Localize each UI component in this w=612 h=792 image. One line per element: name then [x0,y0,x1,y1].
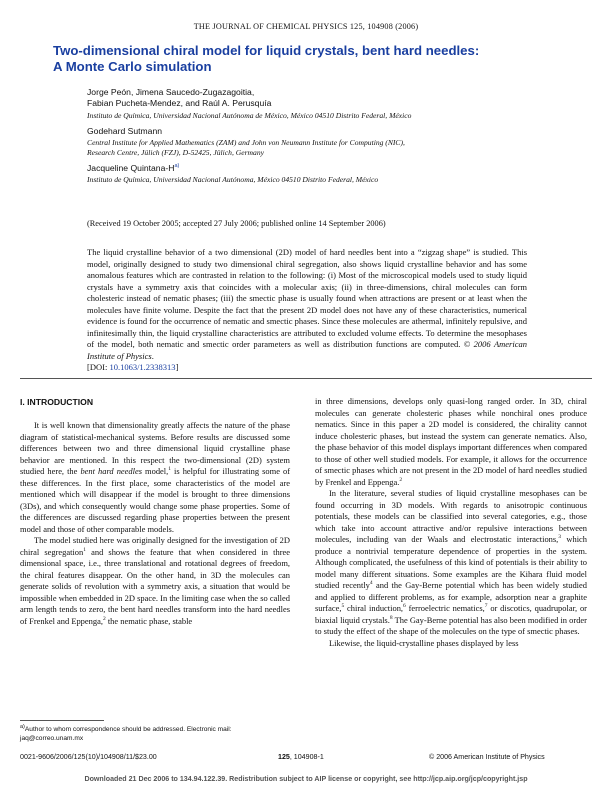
text-run: Likewise, the liquid-crystalline phases displayed by less [329,637,519,648]
text-run: ferroelectric nematics, [405,603,485,613]
authors-line-1: Jorge Peón, Jimena Saucedo-Zugazagoitia, [87,87,255,97]
text-run: In the literature, several studies of liquid crystalline mesophases can be found occurring in 3D models. With regards to anisotropic continuous potentials, these models can be classified into several categories, e.g., those which take into account attractive and/or repulsive interactions between molecules, including van der Waals and electrostatic interactions, [315,488,587,544]
volume-number: 125 [278,753,290,761]
abstract-body: The liquid crystalline behavior of a two dimensional (2D) model of hard needles bent into a “zigzag shape” is studied. This model, originally designed to study two dimensional chiral segregation, also shows liquid crystalline behavior and has some anomalous features which are contrasted in relation to the following: (i) Most of the microscopical models used to study liquid crystals have a symmetry axis that coincides with a molecular axis; (ii) in three-dimensions, chiral molecules can form cholesteric instead of nematic phases; (iii) the smectic phase is usually found when attractions are present or at least when the molecules have finite volume. Despite the fact that the present 2D model does not have any of these characteristics, numerical evidence is found for the occurrence of nematic and smectic phases. Since these molecules are athermal, infinitely repulsive, and infinitesimally thin, the liquid crystalline characteristics are attributed to excluded volume effects. To determine the mesophases of the model, both nematic and smectic order parameters as well as distribution functions are computed. [87,247,527,350]
footnote-mark: a) [20,723,25,730]
reference-mark[interactable]: 2 [102,615,106,622]
text-run: which produce a nontrivial temperature dependence of properties in the system. Although complicated, the usefulness of this kind of potentials is their ability to model many different situations. Some examples are the Kihara fluid model studied recently [315,534,588,590]
text-run: The Gay-Berne potential has also been modified in order to study the effect of the shape of the molecules on the type of smectic phases. [315,614,587,636]
author-3-footnote-mark[interactable]: a) [174,163,180,170]
affiliation-2-line-2: Research Centre, Jülich (FZJ), D-52425, Jülich, Germany [87,148,264,157]
issn-line: 0021-9606/2006/125(10)/104908/11/$23.00 [20,753,157,761]
text-run: the nematic phase, stable [105,615,193,626]
affiliation-1: Instituto de Química, Universidad Nacional Autónoma de México, México 04510 Distrito Federal, México [87,111,412,120]
download-notice: Downloaded 21 Dec 2006 to 134.94.122.39. Redistribution subject to AIP license or copyright, see http://jcp.aip.org/jcp/copyright.jsp [84,775,528,783]
text-run: in three dimensions, develops only quasi-long ranged order. In 3D, chiral molecules can generate cholesteric phases while nonchiral ones produce nematics. Since in this paper a 2D model is considered, the chirality cannot induce cholesteric phases, but instead the system can generate nematics. Also, the phase behavior of this model displays important differences when compared to those of other well studied models. For example, it allows for the occurrence of smectic phases which are not present in the 2D model of hard needles studied by Frenkel and Eppenga. [315,396,587,487]
text-run: or discotics, quadrupolar, or biaxial liquid crystals. [315,603,587,625]
reference-mark[interactable]: 2 [399,476,403,483]
affiliation-2 [87,138,567,158]
col1-paragraph-1 [20,420,290,535]
affiliation-3: Instituto de Química, Universidad Nacional Autónoma, México 04510 Distrito Federal, México [87,175,379,184]
text-run: chiral induction, [344,603,404,613]
author-3-name: Jacqueline Quintana-H [87,163,175,173]
received-dates: (Received 19 October 2005; accepted 27 July 2006; published online 14 September 2006) [87,219,386,228]
title-line-1: Two-dimensional chiral model for liquid crystals, bent hard needles: [53,43,480,58]
affiliation-2-line-1: Central Institute for Applied Mathematics (ZAM) and John von Neumann Institute for Computing (NIC), [87,138,405,147]
emphasis: bent hard needles [80,466,142,476]
abstract [87,247,527,362]
author-2: Godehard Sutmann [87,126,163,136]
reference-mark[interactable]: 8 [389,614,393,621]
article-page: , 104908-1 [289,753,324,761]
running-head: THE JOURNAL OF CHEMICAL PHYSICS 125, 104908 (2006) [193,22,419,31]
doi-link[interactable]: 10.1063/1.2338313 [109,362,176,372]
publisher-copyright: © 2006 American Institute of Physics [429,753,545,761]
reference-mark[interactable]: 5 [341,603,345,610]
text-run: It is well known that dimensionality greatly affects the nature of the phase diagram of statistical-mechanical systems. Before results are discussed some differences between two and three dimensional liquid crystalline phase behavior are mentioned. In this respect the two-dimensional (2D) system studied here, the [20,420,290,476]
doi-suffix: ] [175,362,179,372]
section-heading: I. INTRODUCTION [20,397,94,407]
text-run: is helpful for illustrating some of these differences. In the first place, some characteristics of the model are mentioned which will disappear if the model is brought to three dimensions (3Ds), and which consequently would change some phase properties. Some of the differences are discussed regarding phase properties between the present model and those of other comparable models. [20,466,291,534]
reference-mark[interactable]: 1 [168,466,171,473]
footnote-divider [20,720,104,721]
text-run: model, [142,466,169,476]
title-line-2: A Monte Carlo simulation [53,59,212,74]
reference-mark[interactable]: 6 [403,603,406,610]
column-left [20,420,290,627]
footnote-text: Author to whom correspondence should be addressed. Electronic mail: jaq@correo.unam.mx [20,726,232,742]
article-title [53,43,573,75]
col1-paragraph-2 [20,535,290,627]
text-run: and the Gay-Berne potential which has been widely studied and applied to different problems, as for example, adsorption near a graphite surface, [315,580,587,613]
reference-mark[interactable]: 3 [558,534,562,541]
text-run: and shows the feature that when considered in three dimensional space, i.e., three translational and rotational degrees of freedom, the chiral features disappear. On the other hand, in 3D the molecules can generate solids of revolution with a symmetry axis, a situation that would be impossible when embedded in 2D space. In the limiting case when the so called arm length tends to zero, the bent hard needles transform into the hard needles of Frenkel and Eppenga, [20,546,290,626]
section-divider [20,378,592,379]
reference-mark[interactable]: 4 [369,580,373,587]
abstract-end: . [151,350,154,361]
text-run: The model studied here was originally designed for the investigation of 2D chiral segregation [20,535,290,557]
doi-line [87,362,178,372]
col2-paragraph-1 [315,396,587,488]
page-number [278,753,324,761]
column-right [315,396,587,649]
abstract-copyright: © 2006 American Institute of Physics [87,339,527,361]
authors-line-2: Fabian Pucheta-Mendez, and Raúl A. Perusquía [87,98,272,108]
reference-mark[interactable]: 1 [83,546,86,553]
author-group-1 [87,87,557,109]
col2-paragraph-3 [315,638,587,650]
author-3 [87,163,557,174]
doi-prefix: [DOI: [87,362,110,372]
reference-mark[interactable]: 7 [484,603,488,610]
col2-paragraph-2 [315,488,587,638]
footnote [20,725,295,743]
